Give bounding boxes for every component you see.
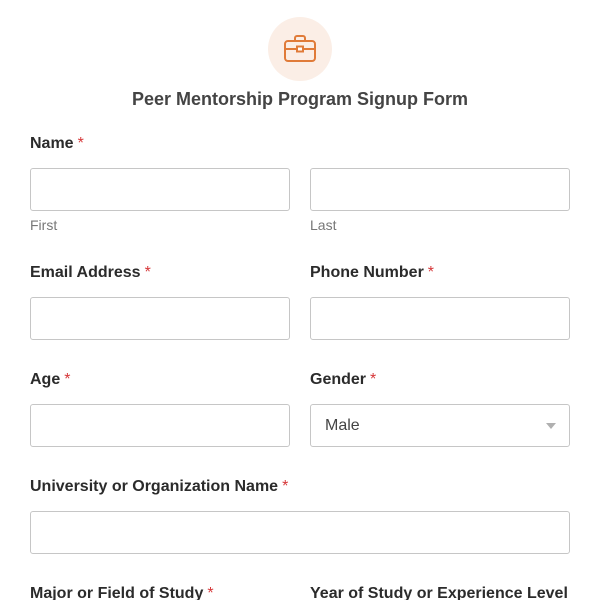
first-name-input[interactable] — [30, 168, 290, 211]
phone-field[interactable] — [310, 297, 570, 340]
year-label — [310, 584, 568, 600]
year-label-text: Year of Study or Experience Level — [310, 585, 568, 600]
required-marker: * — [370, 371, 377, 388]
gender-label — [310, 370, 376, 390]
phone-label — [310, 263, 434, 283]
required-marker: * — [207, 585, 214, 600]
name-label — [30, 134, 84, 154]
phone-label-text: Phone Number — [310, 264, 424, 281]
chevron-down-icon — [546, 423, 556, 429]
email-field[interactable] — [30, 297, 290, 340]
briefcase-icon — [283, 34, 317, 64]
email-label — [30, 263, 151, 283]
briefcase-icon-badge — [268, 17, 332, 81]
first-name-sublabel: First — [30, 217, 58, 233]
required-marker: * — [427, 264, 435, 281]
university-label-text: University or Organization Name — [30, 478, 279, 495]
major-label — [30, 584, 214, 600]
name-label-text: Name — [30, 135, 74, 152]
gender-label-text: Gender — [310, 371, 367, 388]
required-marker: * — [77, 135, 84, 152]
required-marker: * — [144, 264, 151, 281]
required-marker: * — [282, 478, 289, 495]
gender-select[interactable] — [310, 404, 570, 447]
university-label — [30, 477, 288, 497]
last-name-input[interactable] — [310, 168, 570, 211]
age-field[interactable] — [30, 404, 290, 447]
form-title: Peer Mentorship Program Signup Form — [131, 89, 469, 109]
required-marker: * — [64, 371, 71, 388]
age-label — [30, 370, 70, 390]
major-label-text: Major or Field of Study — [30, 585, 204, 600]
age-label-text: Age — [30, 371, 61, 388]
university-field[interactable] — [30, 511, 570, 554]
gender-selected-value: Male — [325, 417, 360, 434]
email-label-text: Email Address — [30, 264, 141, 281]
last-name-sublabel: Last — [310, 217, 337, 233]
